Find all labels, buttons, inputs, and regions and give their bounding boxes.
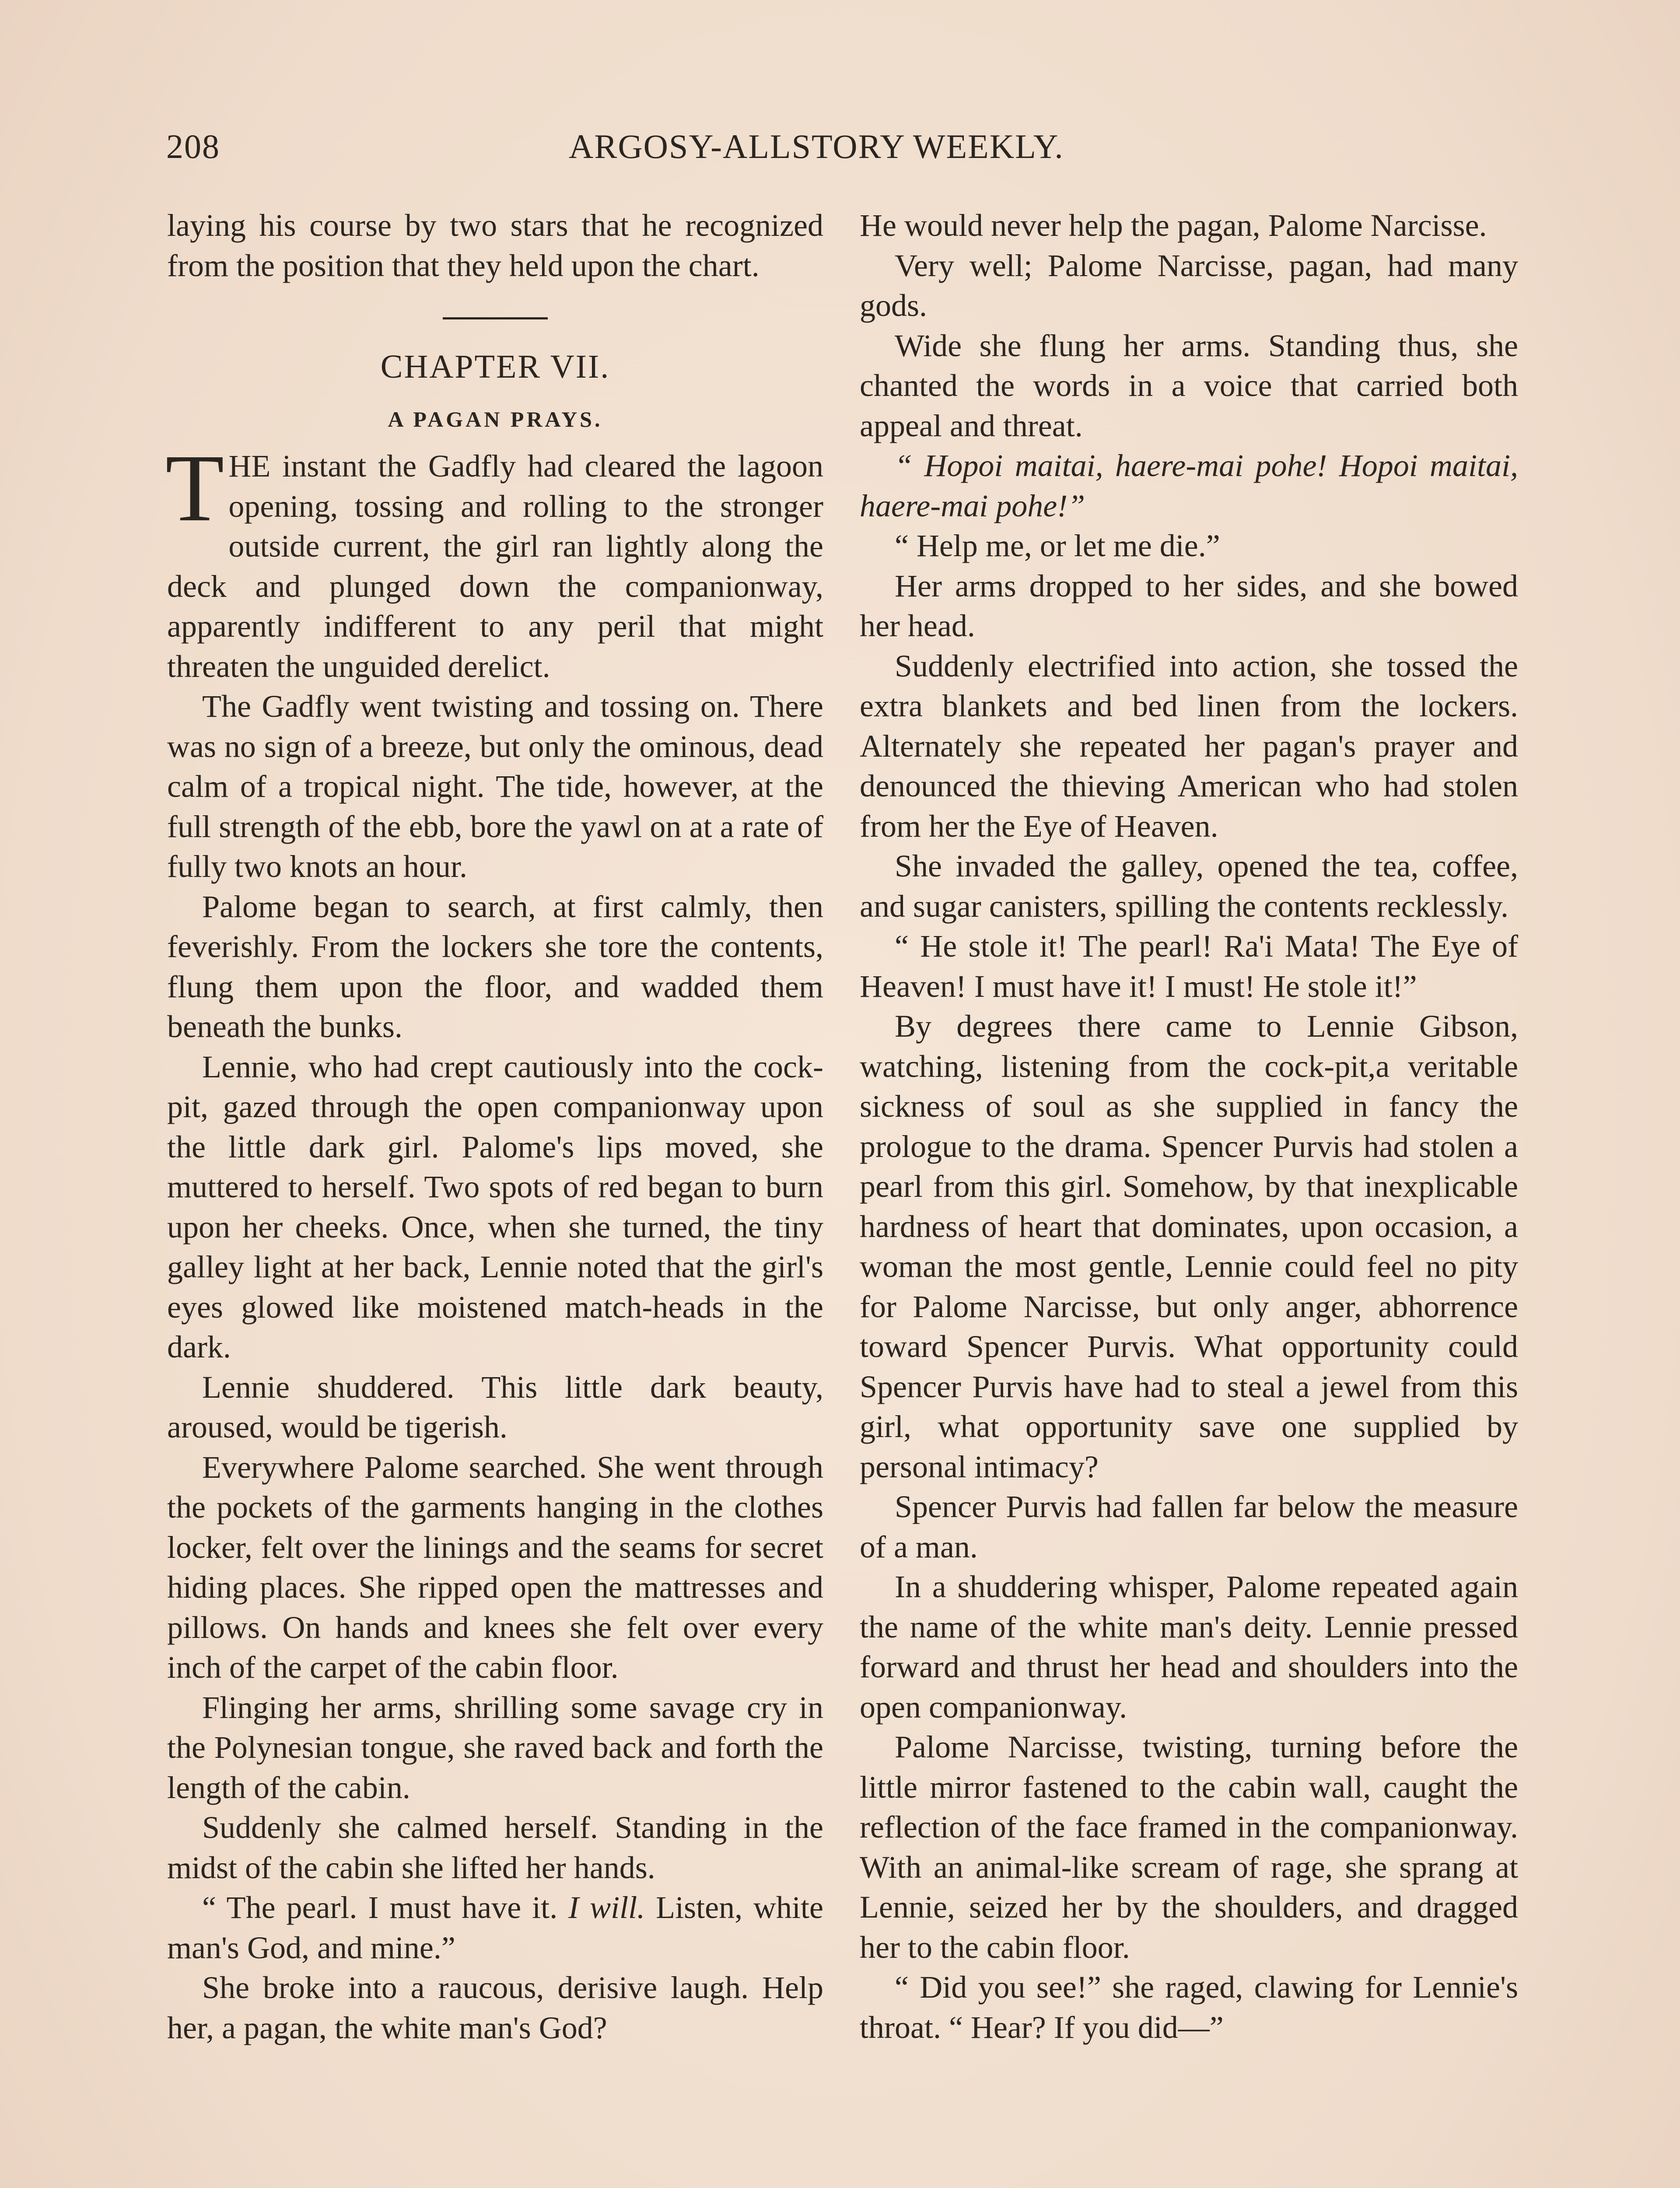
body-paragraph: Lennie, who had crept cautiously into the cock-pit, gazed through the open companionway upon the little dark girl. Palome's lips moved, she muttered to herself. Two spots of red began to burn upon her cheeks. Once, when she turned, the tiny galley light at her back, Lennie noted that the girl's eyes glowed like moistened match-heads in the dark. [167,1049,823,1364]
body-paragraph: She invaded the galley, opened the tea, coffee, and sugar canisters, spilling the contents recklessly. [860,849,1518,924]
opening-paragraph: laying his course by two stars that he recognized from the position that they held upon the chart. [167,208,823,283]
chapter-subtitle: A PAGAN PRAYS. [388,407,603,431]
body-paragraph: By degrees there came to Lennie Gibson, watching, listening from the cock-pit,a veritable sickness of soul as she supplied in fancy the prologue to the drama. Spencer Purvis had stolen a pearl from this girl. Somehow, by that inexplicable hardness of heart that dominates, upon occasion, a woman the most gentle, Lennie could feel no pity for Palome Narcisse, but only anger, abhorrence toward Spencer Purvis. What opportunity could Spencer Purvis have had to steal a jewel from this girl, what opportunity save one supplied by personal intimacy? [860,1009,1518,1484]
body-paragraph: Very well; Palome Narcisse, pagan, had many gods. [860,248,1518,323]
body-paragraph: In a shuddering whisper, Palome repeated again the name of the white man's deity. Lennie pressed forward and thrust her head and shoulders into the open companionway. [860,1569,1518,1725]
paragraph-text: HE instant the Gadfly had cleared the lagoon opening, tossing and rolling to the stronger outside current, the girl ran lightly along the deck and plunged down the companionway, apparently indifferent to any peril that might threaten the unguided derelict. [167,449,823,684]
body-paragraph: Everywhere Palome searched. She went through the pockets of the garments hanging in the clothes locker, felt over the linings and the seams for secret hiding places. She ripped open the mattresses and pillows. On hands and knees she felt over every inch of the carpet of the cabin floor. [167,1449,823,1685]
body-paragraph: Palome began to search, at first calmly, then feverishly. From the lockers she tore the contents, flung them upon the floor, and wadded them beneath the bunks. [167,889,823,1044]
body-paragraph: “ He stole it! The pearl! Ra'i Mata! The Eye of Heaven! I must have it! I must! He stole it!” [860,929,1518,1004]
drop-cap: T [165,435,224,541]
right-column [860,206,1518,2048]
page-number: 208 [166,127,220,165]
running-title: ARGOSY-ALLSTORY WEEKLY. [569,127,1064,165]
quoted-paragraph [167,1888,823,1968]
continued-paragraph: He would never help the pagan, Palome Narcisse. [860,208,1487,243]
chant-text: “ Hopoi maitai, haere-mai pohe! Hopoi maitai, haere-mai pohe!” [860,448,1518,523]
page-header [166,127,1514,171]
body-paragraph: Wide she flung her arms. Standing thus, she chanted the words in a voice that carried both appeal and threat. [860,328,1518,443]
chant-paragraph [860,446,1518,526]
body-paragraph: Her arms dropped to her sides, and she bowed her head. [860,568,1518,643]
body-paragraph [165,435,823,687]
body-paragraph: She broke into a raucous, derisive laugh. Help her, a pagan, the white man's God? [167,1970,823,2045]
body-paragraph: Lennie shuddered. This little dark beauty, aroused, would be tigerish. [167,1369,823,1445]
body-paragraph: The Gadfly went twisting and tossing on. There was no sign of a breeze, but only the ominous, dead calm of a tropical night. The tide, however, at the full strength of the ebb, bore the yawl on at a rate of fully two knots an hour. [167,689,823,884]
body-paragraph: Suddenly she calmed herself. Standing in the midst of the cabin she lifted her hands. [167,1810,823,1885]
quote-text: “ The pearl. I must have it. [202,1890,569,1925]
chapter-title: CHAPTER VII. [380,348,610,385]
body-paragraph: Spencer Purvis had fallen far below the measure of a man. [860,1489,1518,1564]
quote-emphasis: I will. [568,1890,645,1925]
section-divider [443,317,548,319]
left-column [167,206,823,2048]
body-paragraph: Suddenly electrified into action, she tossed the extra blankets and bed linen from the lockers. Alternately she repeated her pagan's prayer and denounced the thieving American who had stolen from her the Eye of Heaven. [860,648,1518,844]
body-paragraph: Flinging her arms, shrilling some savage cry in the Polynesian tongue, she raved back and forth the length of the cabin. [167,1690,823,1805]
body-paragraph: Palome Narcisse, twisting, turning before the little mirror fastened to the cabin wall, caught the reflection of the face framed in the companionway. With an animal-like scream of rage, she sprang at Lennie, seized her by the shoulders, and dragged her to the cabin floor. [860,1729,1518,1965]
body-paragraph: “ Help me, or let me die.” [895,528,1220,563]
quote-text: Listen, white man's God, and mine.” [167,1890,823,1965]
body-paragraph: “ Did you see!” she raged, clawing for Lennie's throat. “ Hear? If you did—” [860,1970,1518,2045]
